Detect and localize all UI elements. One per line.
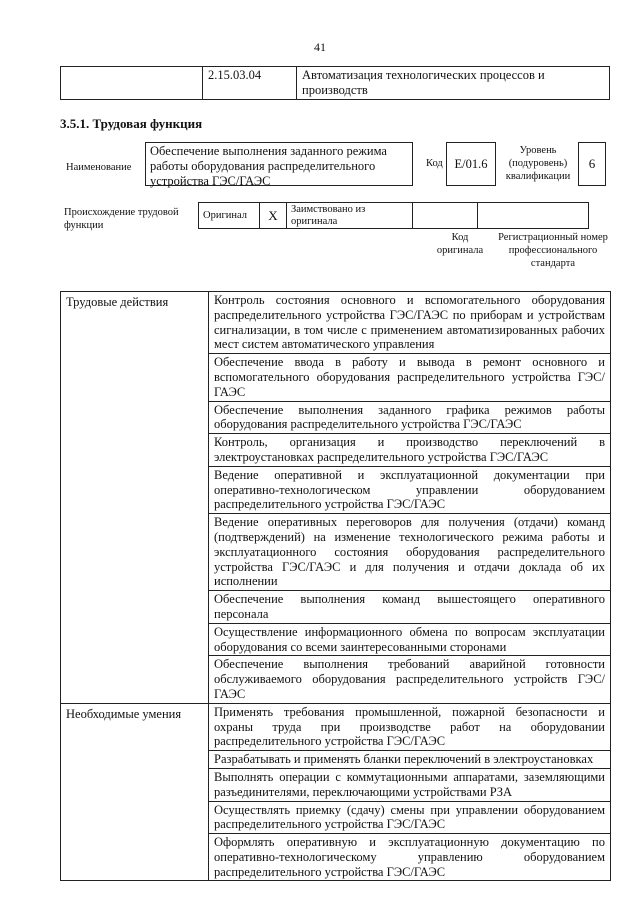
section-label: Трудовые действия [61, 292, 209, 704]
origin-table [198, 202, 589, 229]
requirement-item: Выполнять операции с коммутационными аппаратами, заземляющими разъединителями, переключающими устройствами РЗА [209, 768, 611, 801]
table-row [61, 703, 611, 750]
qualification-level: 6 [578, 142, 606, 186]
section-label: Необходимые умения [61, 703, 209, 881]
specialty-title: Автоматизация технологических процессов и производств [297, 67, 610, 100]
code-label: Код [426, 158, 443, 169]
table-row [61, 292, 611, 354]
original-label: Оригинал [199, 203, 260, 229]
page-number: 41 [314, 40, 326, 54]
empty-cell [61, 67, 203, 100]
requirement-item: Ведение оперативных переговоров для получения (отдачи) команд (подтверждений) на изменение технологического режима работы и эксплуатационного состояния оборудования распределительного устройства ГЭС/ГАЭС и для получения и отдачи доклада об их исполнении [209, 514, 611, 591]
requirement-item: Осуществлять приемку (сдачу) смены при управлении оборудованием распределительного устройства ГЭС/ГАЭС [209, 801, 611, 834]
function-name: Обеспечение выполнения заданного режима работы оборудования распределительного устройства ГЭС/ГАЭС [145, 142, 413, 186]
requirement-item: Обеспечение выполнения команд вышестоящего оперативного персонала [209, 591, 611, 624]
original-code-cell [413, 203, 478, 229]
requirements-table [60, 291, 611, 881]
function-code: E/01.6 [446, 142, 496, 186]
reg-number-label: Регистрационный номер профессионального стандарта [498, 232, 608, 269]
requirement-item: Осуществление информационного обмена по вопросам эксплуатации оборудования со всеми заинтересованными сторонами [209, 623, 611, 656]
requirement-item: Разрабатывать и применять бланки переключений в электроустановках [209, 751, 611, 769]
level-label: Уровень (подуровень) квалификации [505, 145, 571, 182]
origin-row [199, 203, 589, 229]
original-mark: X [260, 203, 287, 229]
requirement-item: Применять требования промышленной, пожарной безопасности и охраны труда при производстве работ на оборудовании распределительного устройства ГЭС/ГАЭС [209, 703, 611, 750]
specialty-row [61, 67, 610, 100]
requirement-item: Контроль состояния основного и вспомогательного оборудования распределительного устройства ГЭС/ГАЭС по приборам и устройствам сигнализации, в том числе с применением автоматизированных рабочих мест систем автоматического управления [209, 292, 611, 354]
specialty-code: 2.15.03.04 [203, 67, 297, 100]
code-original-label: Код оригинала [436, 232, 484, 256]
reg-number-cell [478, 203, 589, 229]
requirement-item: Ведение оперативной и эксплуатационной документации при оперативно-технологическом управлении оборудованием распределительного устройства ГЭС/ГАЭС [209, 466, 611, 513]
borrowed-label: Заимствовано из оригинала [287, 203, 413, 229]
origin-label: Происхождение трудовой функции [64, 207, 179, 231]
specialty-table [60, 66, 610, 100]
requirement-item: Обеспечение ввода в работу и вывода в ремонт основного и вспомогательного оборудования распределительного устройства ГЭС/ГАЭС [209, 354, 611, 401]
section-title: 3.5.1. Трудовая функция [60, 116, 203, 131]
name-label: Наименование [66, 162, 132, 173]
requirement-item: Контроль, организация и производство переключений в электроустановках распределительного устройства ГЭС/ГАЭС [209, 434, 611, 467]
requirement-item: Обеспечение выполнения заданного графика режимов работы оборудования распределительного устройства ГЭС/ГАЭС [209, 401, 611, 434]
requirement-item: Оформлять оперативную и эксплуатационную документацию по оперативно-технологическому управлению оборудованием распределительного устройства ГЭС/ГАЭС [209, 834, 611, 881]
requirement-item: Обеспечение выполнения требований аварийной готовности обслуживаемого оборудования распределительного устройств ГЭС/ГАЭС [209, 656, 611, 703]
